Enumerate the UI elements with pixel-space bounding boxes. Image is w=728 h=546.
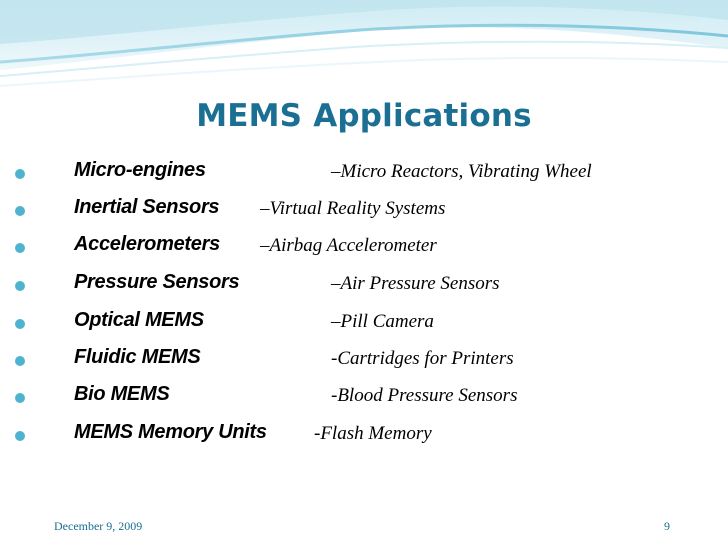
- list-item: [0, 380, 728, 416]
- application-description: –Air Pressure Sensors: [331, 273, 500, 294]
- round-bullet-icon: [15, 206, 25, 216]
- application-name: Inertial Sensors: [74, 196, 220, 218]
- application-description: -Cartridges for Printers: [331, 348, 514, 369]
- application-description: –Airbag Accelerometer: [260, 235, 437, 256]
- application-description: -Blood Pressure Sensors: [331, 385, 518, 406]
- application-description: -Flash Memory: [314, 423, 432, 444]
- round-bullet-icon: [15, 319, 25, 329]
- list-item: [0, 306, 728, 342]
- application-name: Pressure Sensors: [74, 271, 240, 293]
- list-item: [0, 230, 728, 266]
- list-item: [0, 418, 728, 454]
- round-bullet-icon: [15, 169, 25, 179]
- round-bullet-icon: [15, 243, 25, 253]
- application-name: Bio MEMS: [74, 383, 170, 405]
- list-item: [0, 268, 728, 304]
- list-item: [0, 156, 728, 192]
- application-description: –Virtual Reality Systems: [260, 198, 446, 219]
- slide-title: MEMS Applications: [196, 98, 532, 134]
- application-name: Micro-engines: [74, 159, 206, 181]
- round-bullet-icon: [15, 281, 25, 291]
- application-description: –Pill Camera: [331, 311, 434, 332]
- application-name: Optical MEMS: [74, 309, 204, 331]
- list-item: [0, 343, 728, 379]
- round-bullet-icon: [15, 393, 25, 403]
- header-wave-decoration: [0, 0, 728, 92]
- application-name: MEMS Memory Units: [74, 421, 267, 443]
- application-name: Accelerometers: [74, 233, 220, 255]
- list-item: [0, 193, 728, 229]
- footer-date: December 9, 2009: [54, 519, 143, 533]
- application-description: –Micro Reactors, Vibrating Wheel: [331, 161, 592, 182]
- round-bullet-icon: [15, 431, 25, 441]
- application-name: Fluidic MEMS: [74, 346, 201, 368]
- round-bullet-icon: [15, 356, 25, 366]
- slide-number: 9: [664, 519, 670, 533]
